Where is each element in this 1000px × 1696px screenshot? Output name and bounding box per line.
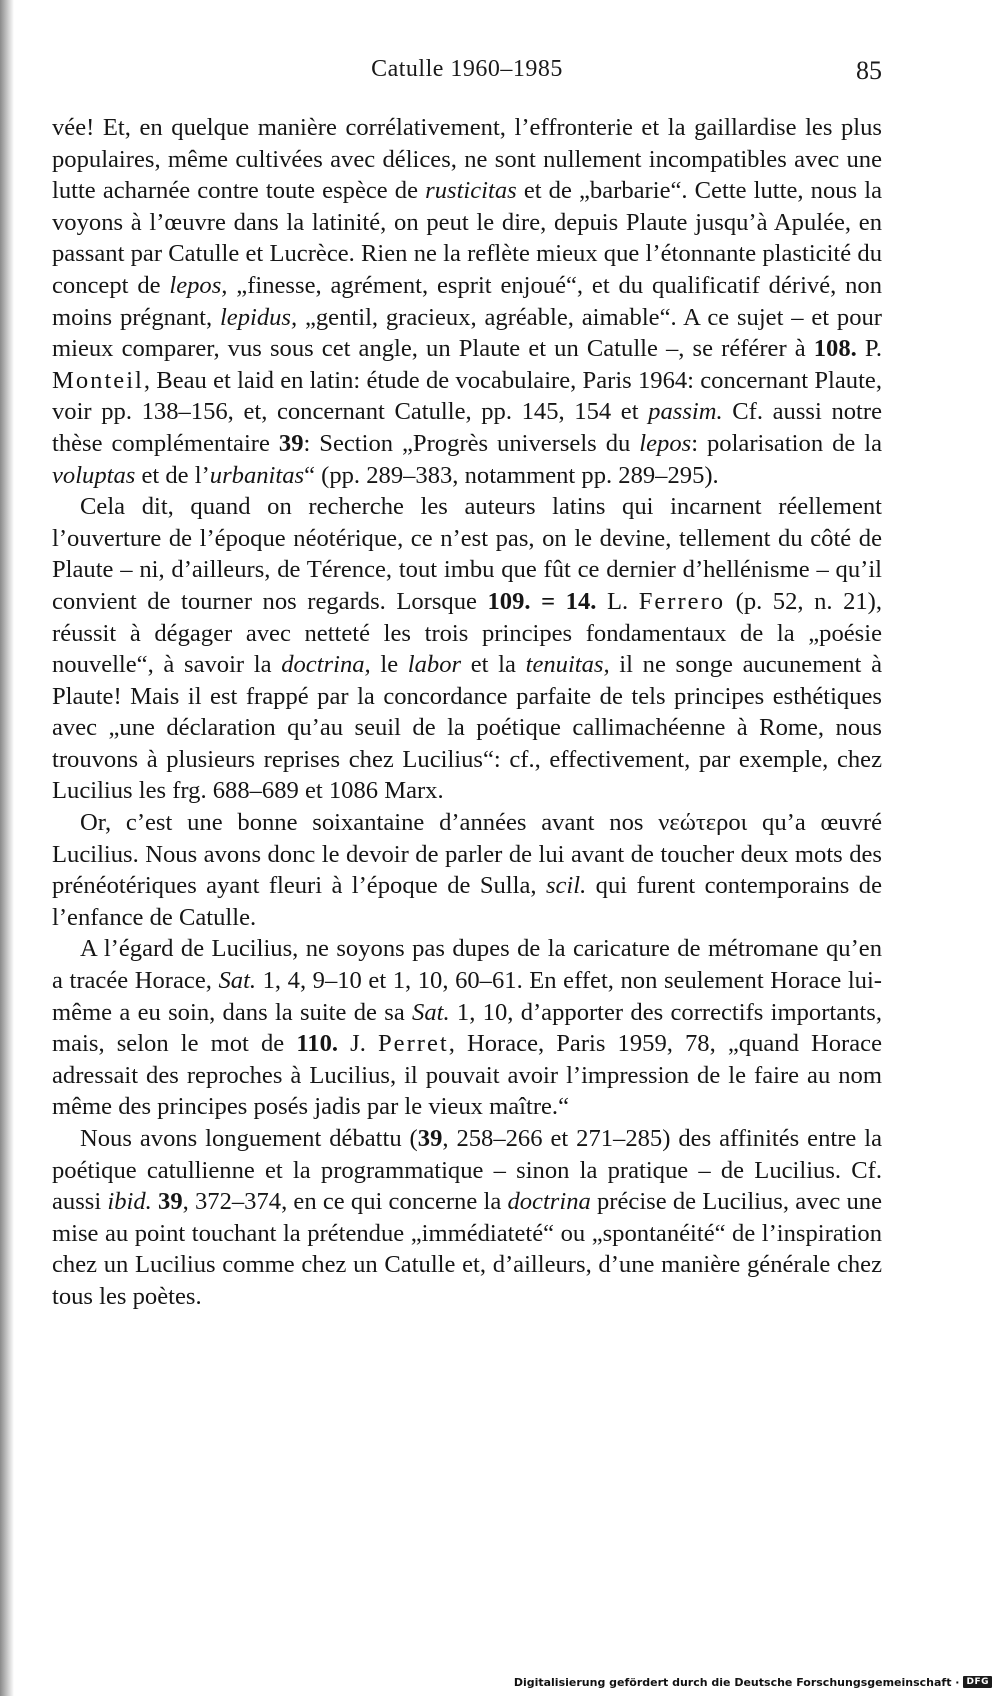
- italic-term: lepos,: [169, 271, 228, 299]
- text-run: (p. 52, n. 21), réussit à dégager avec netteté les trois principes fondamentaux de la „poésie nouvelle“, à savoir la: [52, 587, 883, 679]
- italic-term: passim.: [648, 398, 723, 426]
- bibliography-ref: 39: [158, 1188, 183, 1216]
- running-title: Catulle 1960–1985: [371, 56, 563, 82]
- text-run: 1, 10, d’apporter des correctifs importants, mais, selon le mot de: [52, 998, 882, 1058]
- text-run: „finesse, agrément, esprit enjoué“, et du qualificatif dérivé, non moins prégnant,: [52, 271, 882, 331]
- text-run: “ (pp. 289–383, notamment pp. 289–295).: [304, 461, 719, 489]
- text-run: : polarisation de la: [691, 429, 883, 457]
- author-name: Ferrero: [638, 587, 726, 615]
- italic-term: labor: [407, 651, 462, 679]
- text-run: il ne songe aucunement à Plaute! Mais il est frappé par la concordance parfaite de tels principes esthétiques avec „une déclaration qu’au seuil de la poétique callimachéenne à Rome, nous trouvons à plusieurs reprises chez Lucilius“: cf., effectivement, par exemple, chez Lucilius les frg. 688–689 et 1086 Marx.: [52, 651, 882, 805]
- page-number: 85: [856, 56, 882, 85]
- text-run: : Section „Progrès universels du: [303, 429, 640, 457]
- text-run: et de „barbarie“. Cette lutte, nous la voyons à l’œuvre dans la latinité, on peut le dire, depuis Plaute jusqu’à Apulée, en passant par Catulle et Lucrèce. Rien ne la reflète mieux que l’étonnante plasticité du concept de: [52, 177, 882, 299]
- italic-term: urbanitas: [209, 461, 305, 489]
- italic-term: Sat.: [218, 967, 257, 995]
- text-run: qui furent contemporains de l’enfance de Catulle.: [52, 872, 882, 931]
- book-spine-shadow: [0, 0, 14, 1696]
- text-run: A l’égard de Lucilius, ne soyons pas dupes de la caricature de métromane qu’en a tracée Horace,: [52, 935, 882, 995]
- text-run: le: [370, 651, 408, 679]
- paragraph-1: [52, 112, 882, 491]
- text-run: J.: [338, 1030, 378, 1058]
- text-run: Or, c’est une bonne soixantaine d’années avant nos νεώτεροι qu’a œuvré Lucilius. Nous avons donc le devoir de parler de lui avant de toucher deux mots des prénéotériques ayant fleuri à l’époque de Sulla,: [52, 809, 882, 900]
- bibliography-ref: 39: [278, 429, 304, 457]
- page-header: [52, 56, 882, 88]
- bibliography-ref: 110.: [296, 1030, 339, 1058]
- text-run: 1, 4, 9–10 et 1, 10, 60–61. En effet, non seulement Horace lui-même a eu soin, dans la suite de sa: [52, 967, 882, 1026]
- author-name: Perret: [377, 1030, 449, 1058]
- paragraph-3: [52, 807, 882, 933]
- italic-term: voluptas: [52, 461, 136, 489]
- text-run: , Horace, Paris 1959, 78, „quand Horace adressait des reproches à Lucilius, il pouvait avoir l’impression de le faire au nom même des principes posés jadis par le vieux maître.“: [52, 1030, 882, 1121]
- text-run: vée! Et, en quelque manière corrélativement, l’effronterie et la gaillardise les plus populaires, même cultivées avec délices, ne sont nullement incompatibles avec une lutte acharnée contre toute espèce de: [52, 114, 882, 205]
- text-run: et de l’: [135, 461, 210, 489]
- text-run: L.: [596, 587, 639, 615]
- dfg-logo-icon: DFG: [963, 1676, 992, 1688]
- italic-term: lepidus,: [219, 303, 298, 331]
- text-run: Cf. aussi notre thèse complémentaire: [52, 398, 882, 457]
- italic-term: lepos: [639, 429, 692, 457]
- footer-credit: Digitalisierung gefördert durch die Deutsche Forschungsgemeinschaft ·: [513, 1675, 960, 1689]
- paragraph-4: [52, 933, 882, 1123]
- text-run: Cela dit, quand on recherche les auteurs latins qui incarnent réellement l’ouverture de l’époque néotérique, ce n’est pas, on le devine, tellement du côté de Plaute – ni, d’ailleurs, de Térence, tout imbu que fût ce dernier d’hellénisme – qu’il convient de tourner nos regards. Lorsque: [52, 493, 882, 615]
- digitization-footer: [514, 1674, 992, 1690]
- bibliography-ref: 39: [417, 1125, 443, 1152]
- text-run: Nous avons longuement débattu (: [80, 1125, 418, 1152]
- text-run: précise de Lucilius, avec une mise au point touchant la prétendue „immédiateté“ ou „spontanéité“ de l’inspiration chez un Lucilius comme chez un Catulle et, d’ailleurs, d’une manière générale chez tous les poètes.: [52, 1188, 882, 1310]
- text-run: P.: [856, 335, 882, 363]
- text-run: , 372–374, en ce qui concerne la: [182, 1188, 508, 1216]
- paragraph-2: [52, 491, 882, 807]
- text-run: , Beau et laid en latin: étude de vocabulaire, Paris 1964: concernant Plaute, voir pp. 138–156, et, concernant Catulle, pp. 145, 154 et: [52, 366, 882, 426]
- paragraph-5: [52, 1123, 882, 1313]
- italic-term: doctrina: [507, 1188, 591, 1216]
- bibliography-ref: 108.: [813, 335, 857, 363]
- italic-term: scil.: [545, 872, 587, 900]
- italic-term: doctrina,: [281, 651, 371, 679]
- body-text: [52, 112, 882, 1313]
- text-run: et la: [461, 651, 526, 679]
- text-run: , 258–266 et 271–285) des affinités entre la poétique catullienne et la programmatique – sinon la pratique – de Lucilius. Cf. aussi: [52, 1125, 882, 1216]
- bibliography-ref: 109. = 14.: [487, 587, 597, 615]
- author-name: Monteil: [52, 366, 144, 394]
- italic-term: tenuitas,: [525, 651, 610, 679]
- italic-term: ibid.: [107, 1188, 152, 1216]
- text-run: „gentil, gracieux, agréable, aimable“. A ce sujet – et pour mieux comparer, vus sous cet angle, un Plaute et un Catulle –, se référer à: [52, 303, 882, 363]
- italic-term: rusticitas: [425, 177, 517, 205]
- italic-term: Sat.: [412, 998, 450, 1026]
